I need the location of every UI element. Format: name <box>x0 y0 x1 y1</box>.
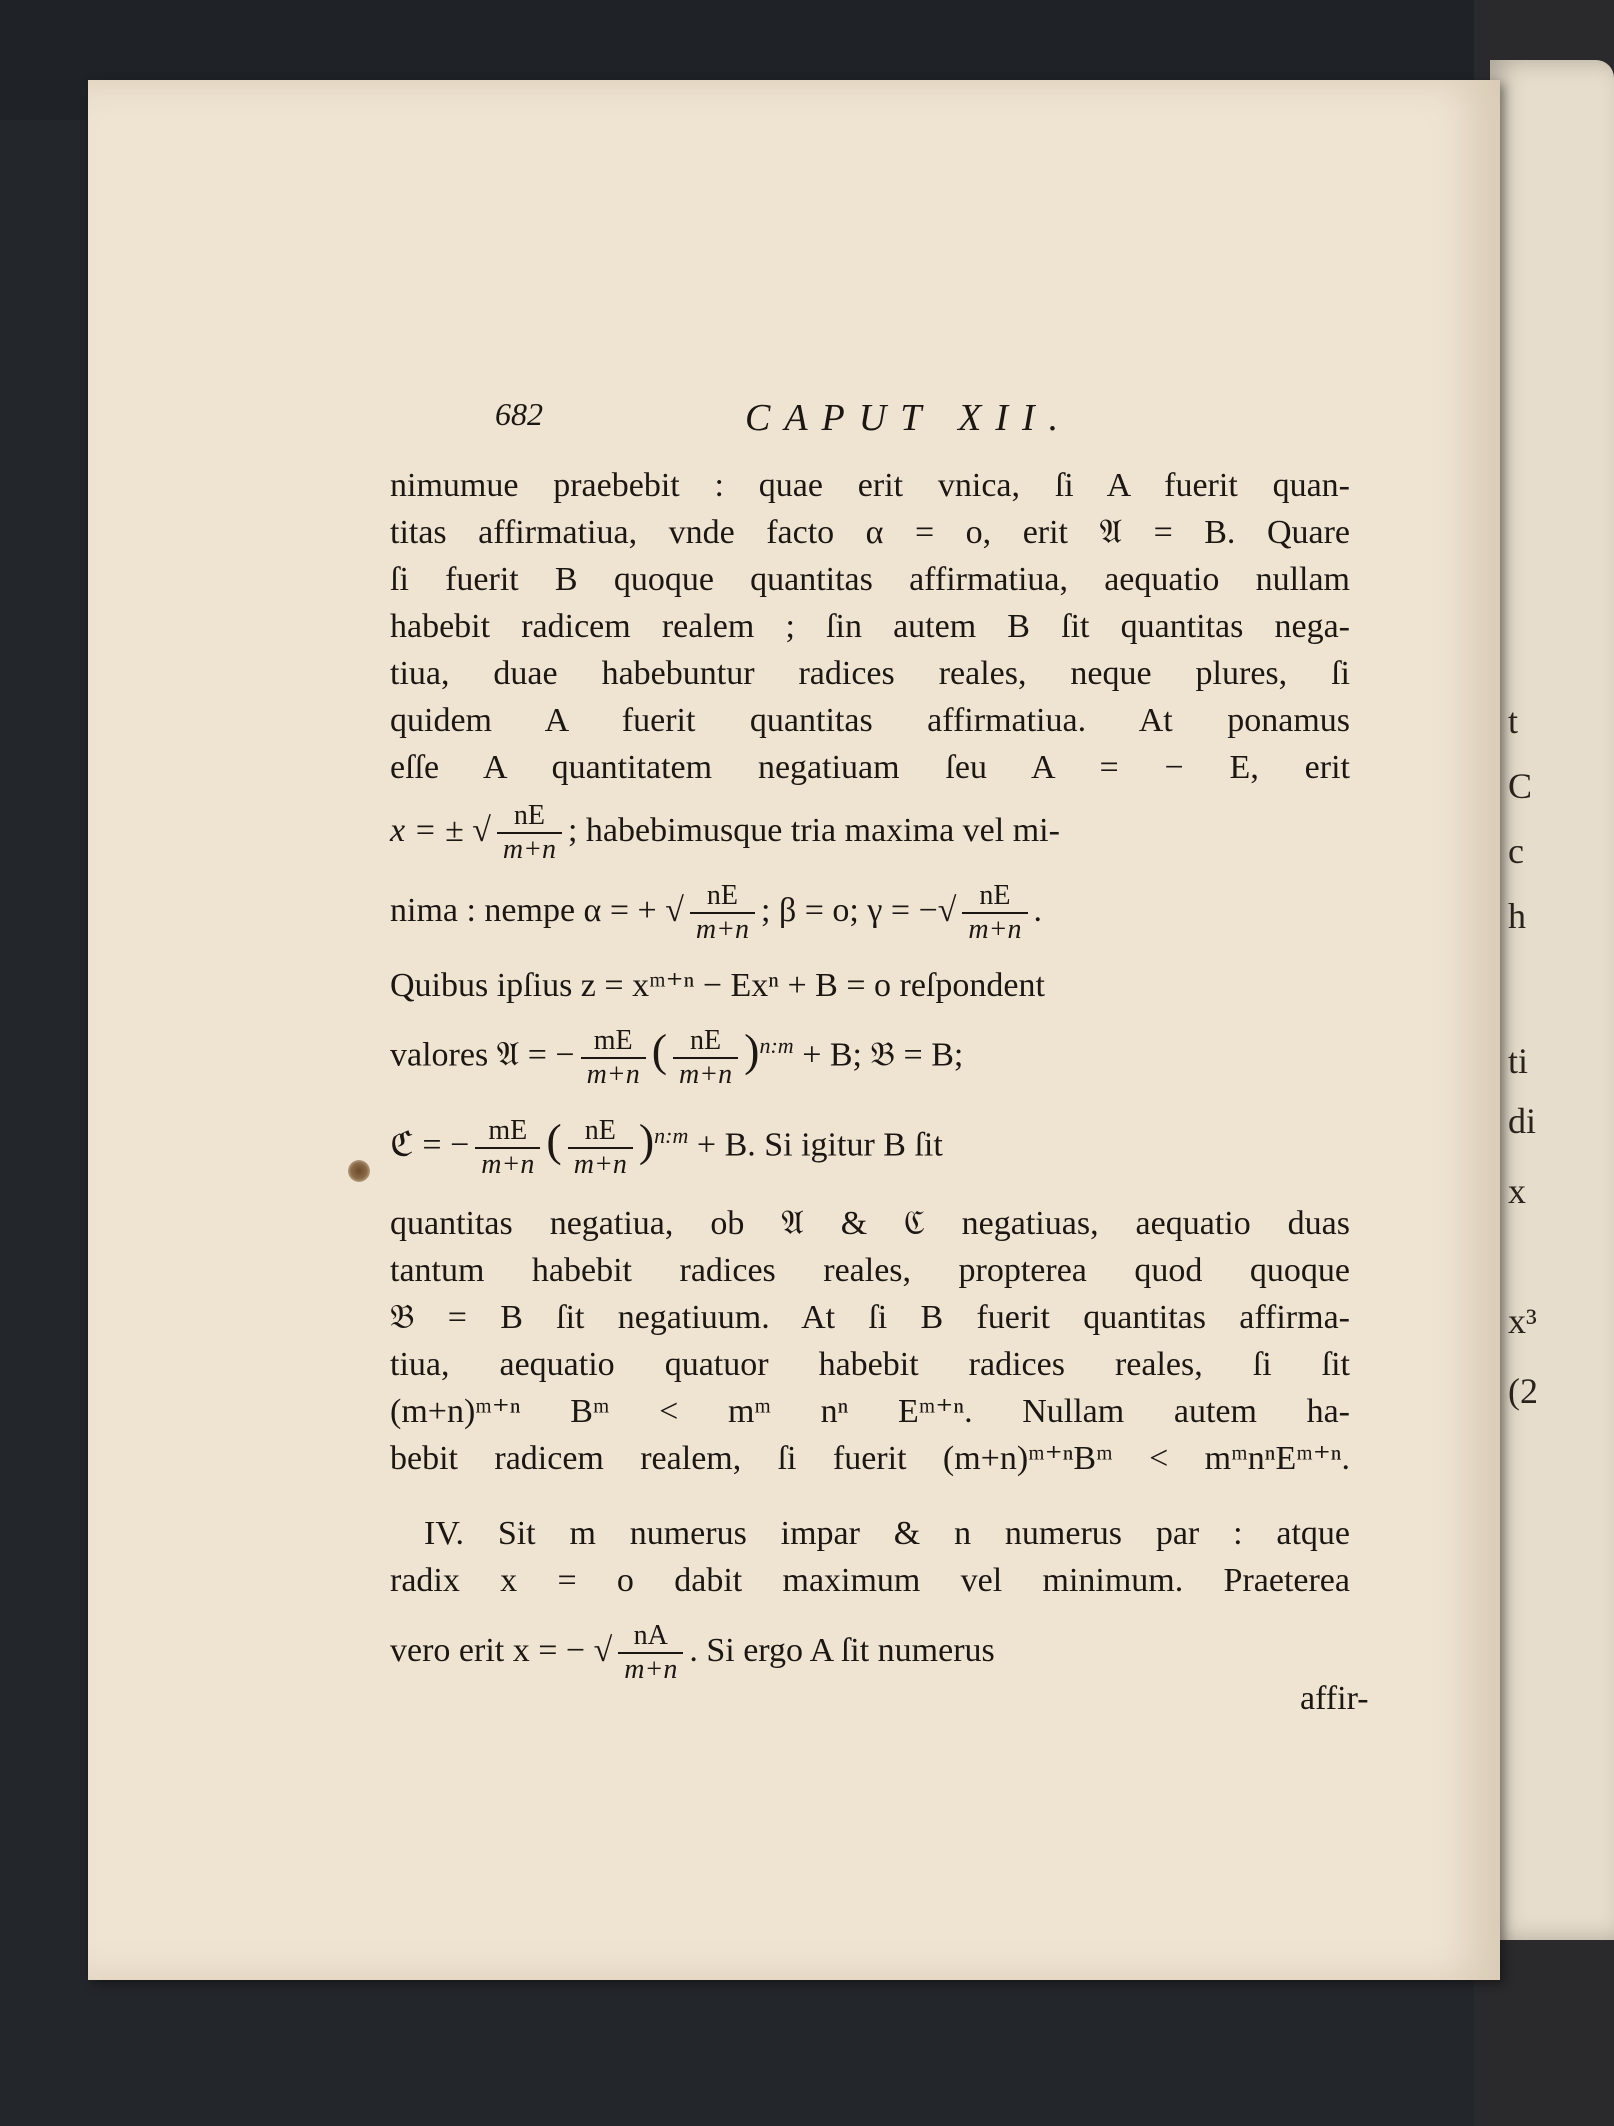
equation-tail: + B; 𝔅 = B; <box>802 1036 964 1074</box>
facing-fragment: ti <box>1508 1041 1529 1081</box>
text-line: quantitas negatiua, ob 𝔄 & ℭ negatiuas, aequatio duas <box>390 1205 1350 1242</box>
text-line: titas affirmatiua, vnde facto α = o, erit 𝔄 = B. Quare <box>390 514 1350 551</box>
equation-4: valores 𝔄 = − $\frac{mE}{m+n}$ ( $\frac{nE}{m+n}$ )$^{n:m}$ + B; 𝔅 = B; <box>390 1024 964 1090</box>
fraction <box>673 1025 738 1091</box>
equation-mid: ; β = o; γ = −√ <box>761 891 957 929</box>
fraction-denominator: m+n <box>573 1148 627 1180</box>
fraction-denominator: m+n <box>695 914 750 945</box>
facing-fragment: (2 <box>1508 1371 1538 1411</box>
paper-stain <box>348 1160 370 1182</box>
text-line: tiua, duae habebuntur radices reales, neque plures, ſi <box>390 655 1350 692</box>
equation-1 <box>390 800 1060 866</box>
fraction-numerator: nA <box>618 1620 683 1654</box>
equation-6 <box>390 1620 995 1686</box>
text-line: habebit radicem realem ; ſin autem B ſit quantitas nega- <box>390 608 1350 645</box>
fraction-numerator: nE <box>497 800 562 834</box>
catchword: affir- <box>1300 1680 1369 1717</box>
fraction <box>690 880 755 946</box>
text-line: eſſe A quantitatem negatiuam ſeu A = − E, erit <box>390 749 1350 786</box>
fraction-numerator: nE <box>690 880 755 914</box>
fraction <box>618 1620 683 1686</box>
equation-5: ℭ = − $\frac{mE}{m+n}$ ( $\frac{nE}{m+n}$ )$^{n:m}$ + B. Si igitur B ſit <box>390 1114 943 1180</box>
facing-fragment: x <box>1508 1171 1526 1211</box>
text-line: nimumue praebebit : quae erit vnica, ſi A fuerit quan- <box>390 467 1350 504</box>
text-line: 𝔅 = B ſit negatiuum. At ſi B fuerit quantitas affirma- <box>390 1299 1350 1336</box>
fraction <box>475 1115 540 1181</box>
text-line: tantum habebit radices reales, propterea quod quoque <box>390 1252 1350 1289</box>
fraction-denominator: m+n <box>624 1654 678 1685</box>
equation-lead: ℭ = − <box>390 1126 470 1164</box>
equation-tail: + B. Si igitur B ſit <box>696 1126 943 1164</box>
equation-lead: valores 𝔄 = − <box>390 1036 575 1074</box>
facing-fragment: C <box>1508 766 1533 806</box>
equation-2 <box>390 880 1042 946</box>
exponent: n:m <box>654 1123 689 1148</box>
text-line: bebit radicem realem, ſi fuerit (m+n)ᵐ⁺ⁿBᵐ < mᵐnⁿEᵐ⁺ⁿ. <box>390 1440 1350 1477</box>
equation-lead: nima : nempe α = + √ <box>390 891 684 929</box>
facing-page-edge <box>1490 60 1614 1940</box>
fraction-numerator: nE <box>568 1115 633 1149</box>
exponent: n:m <box>759 1033 794 1058</box>
fraction-denominator: m+n <box>586 1058 640 1090</box>
fraction-denominator: m+n <box>968 914 1022 945</box>
facing-fragment: h <box>1508 896 1526 936</box>
fraction-denominator: m+n <box>481 1148 535 1180</box>
fraction <box>962 880 1027 946</box>
fraction <box>581 1025 646 1091</box>
fraction <box>568 1115 633 1181</box>
text-line: (m+n)ᵐ⁺ⁿ Bᵐ < mᵐ nⁿ Eᵐ⁺ⁿ. Nullam autem ha- <box>390 1393 1350 1430</box>
text-line: tiua, aequatio quatuor habebit radices reales, ſi ſit <box>390 1346 1350 1383</box>
text-line: ſi fuerit B quoque quantitas affirmatiua, aequatio nullam <box>390 561 1350 598</box>
equation-3: Quibus ipſius z = xᵐ⁺ⁿ − Exⁿ + B = o reſpondent <box>390 967 1045 1004</box>
facing-fragment: x³ <box>1508 1301 1537 1341</box>
fraction <box>497 800 562 866</box>
equation-lhs: x = ± √ <box>390 811 491 849</box>
equation-lead: vero erit x = − √ <box>390 1631 613 1669</box>
fraction-numerator: nE <box>673 1025 738 1059</box>
equation-tail: . Si ergo A ſit numerus <box>689 1631 995 1669</box>
equation-tail: ; habebimusque tria maxima vel mi- <box>567 811 1060 849</box>
facing-fragment: di <box>1508 1101 1537 1141</box>
facing-fragment: t <box>1508 701 1519 741</box>
chapter-title: CAPUT XII. <box>745 397 1073 439</box>
facing-fragment: c <box>1508 831 1524 871</box>
fraction-numerator: nE <box>962 880 1027 914</box>
running-header <box>495 396 1255 446</box>
text-line: radix x = o dabit maximum vel minimum. Praeterea <box>390 1562 1350 1599</box>
fraction-denominator: m+n <box>502 834 556 865</box>
text-line: quidem A fuerit quantitas affirmatiua. At ponamus <box>390 702 1350 739</box>
page-number: 682 <box>495 396 543 432</box>
equation-end: . <box>1033 891 1043 929</box>
paragraph-iv-line: IV. Sit m numerus impar & n numerus par : atque <box>424 1515 1350 1552</box>
fraction-numerator: mE <box>581 1025 646 1059</box>
fraction-denominator: m+n <box>679 1058 733 1090</box>
fraction-numerator: mE <box>475 1115 540 1149</box>
